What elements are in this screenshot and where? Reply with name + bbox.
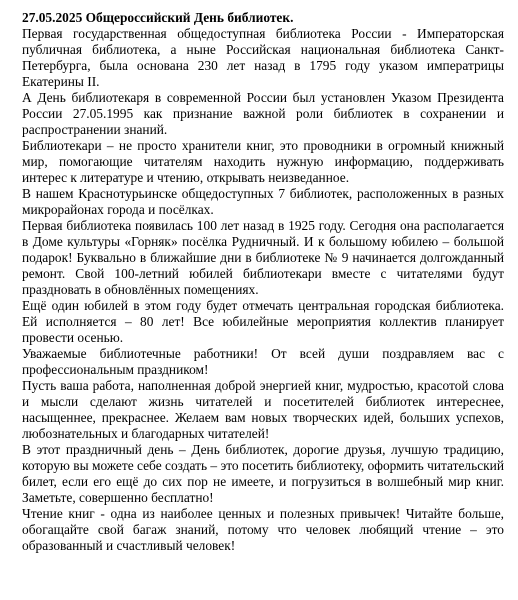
paragraph-10: Чтение книг - одна из наиболее ценных и полезных привычек! Читайте больше, обогащайте свой багаж знаний, потому что человек любящий чтение – это образованный и счастливый человек! [22, 506, 504, 553]
paragraph-3: Библиотекари – не просто хранители книг, это проводники в огромный книжный мир, помогающие читателям находить нужную информацию, поддерживать интерес к литературе и чтению, открывать неизведанное. [22, 138, 504, 185]
paragraph-1: Первая государственная общедоступная библиотека России - Императорская публичная библиотека, а ныне Российская национальная библиотека Санкт-Петербурга, была основана 230 лет назад в 1795 году указом императрицы Екатерины II. [22, 26, 504, 89]
paragraph-2: А День библиотекаря в современной России был установлен Указом Президента России 27.05.1995 как признание важной роли библиотек в сохранении и распространении знаний. [22, 90, 504, 137]
paragraph-4: В нашем Краснотурьинске общедоступных 7 библиотек, расположенных в разных микрорайонах города и посёлках. [22, 186, 504, 217]
paragraph-6: Ещё один юбилей в этом году будет отмечать центральная городская библиотека. Ей исполняется – 80 лет! Все юбилейные мероприятия коллектив планирует провести осенью. [22, 298, 504, 345]
paragraph-5: Первая библиотека появилась 100 лет назад в 1925 году. Сегодня она располагается в Доме культуры «Горняк» посёлка Рудничный. И к большому юбилею – большой подарок! Буквально в ближайшие дни в библиотеке № 9 начинается долгожданный ремонт. Свой 100-летний юбилей библиотекари вместе с читателями будут праздновать в обновлённых помещениях. [22, 218, 504, 297]
paragraph-8: Пусть ваша работа, наполненная доброй энергией книг, мудростью, красотой слова и мысли сделают жизнь читателей и посетителей библиотек интереснее, насыщеннее, прекраснее. Желаем вам новых творческих идей, больших успехов, любознательных и благодарных читателей! [22, 378, 504, 441]
document-title: 27.05.2025 Общероссийский День библиотек. [22, 10, 294, 25]
paragraph-9: В этот праздничный день – День библиотек, дорогие друзья, лучшую традицию, которую вы можете себе создать – это посетить библиотеку, оформить читательский билет, если его ещё до сих пор не имеете, и погрузиться в волшебный мир книг. Заметьте, совершенно бесплатно! [22, 442, 504, 505]
paragraph-7: Уважаемые библиотечные работники! От всей души поздравляем вас с профессиональным праздником! [22, 346, 504, 377]
